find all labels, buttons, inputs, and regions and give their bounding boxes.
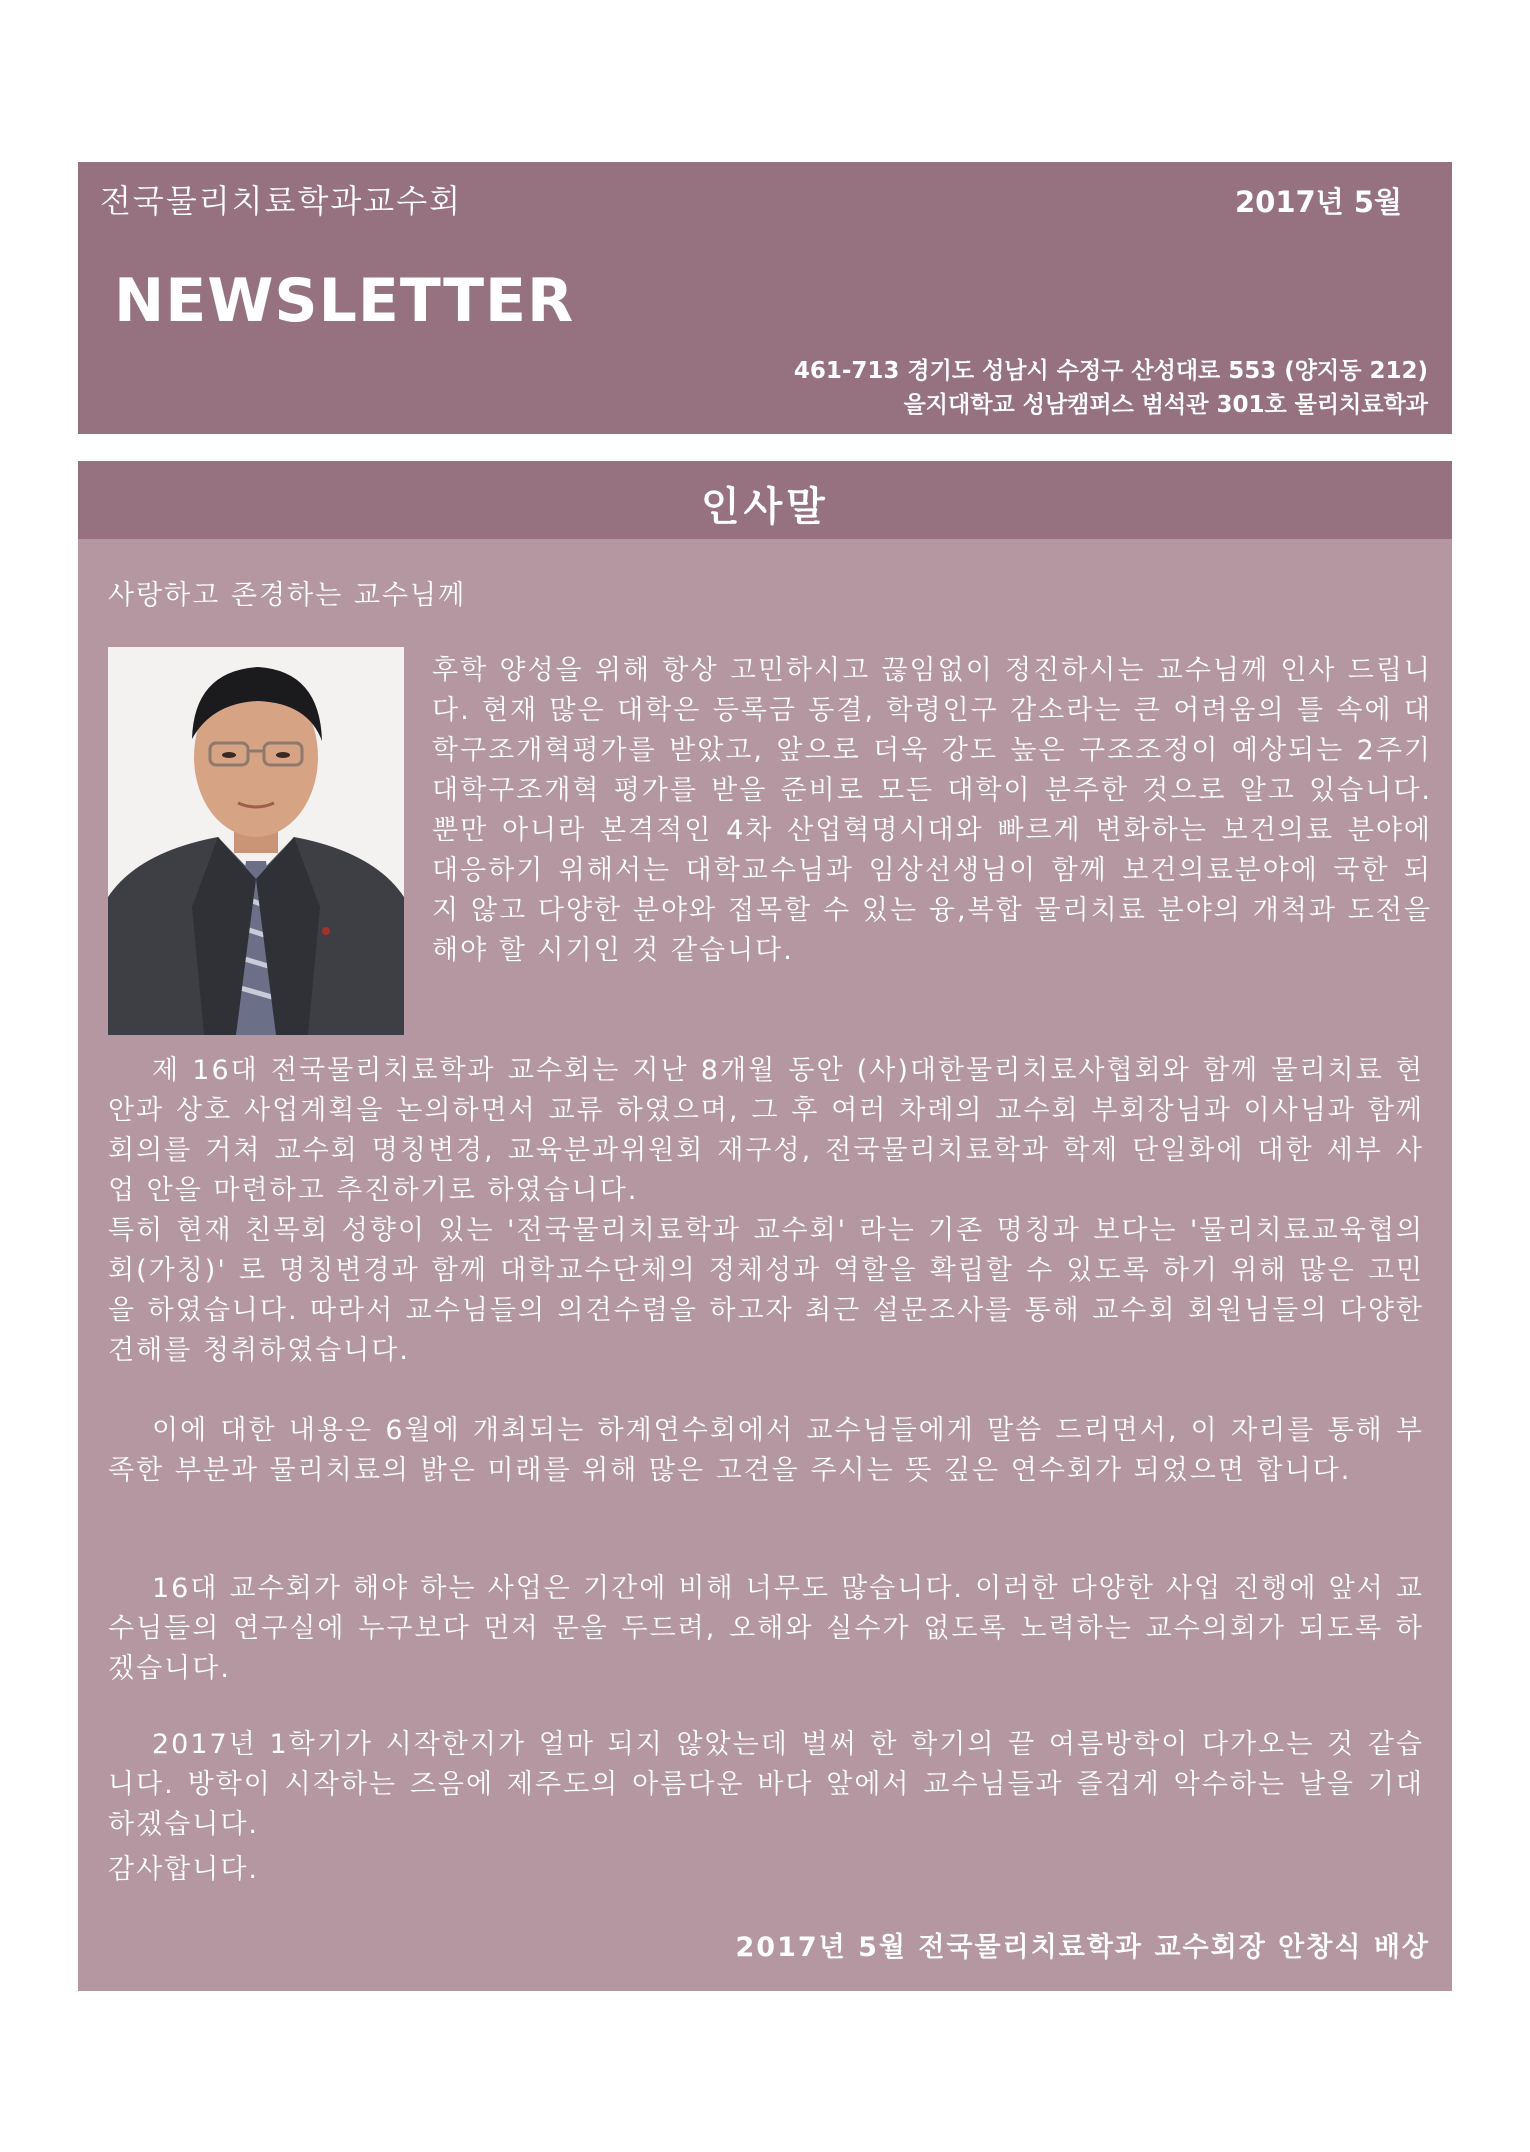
- body-paragraph-3-text: 16대 교수회가 해야 하는 사업은 기간에 비해 너무도 많습니다. 이러한 다양한 사업 진행에 앞서 교수님들의 연구실에 누구보다 먼저 문을 두드려, 오해와 실수가 없도록 노력하는 교수의회가 되도록 하겠습니다.: [108, 1573, 1424, 1684]
- signature-line: 2017년 5월 전국물리치료학과 교수회장 안창식 배상: [735, 1932, 1430, 1963]
- portrait-icon: [108, 647, 404, 1035]
- section-title-bar: [78, 461, 1452, 539]
- body-paragraph-1a-text: 제 16대 전국물리치료학과 교수회는 지난 8개월 동안 (사)대한물리치료사협회와 함께 물리치료 현안과 상호 사업계획을 논의하면서 교류 하였으며, 그 후 여러 차례의 교수회 부회장님과 이사님과 함께 회의를 거쳐 교수회 명칭변경, 교육분과위원회 재구성, 전국물리치료학과 학제 단일화에 대한 세부 사업 안을 마련하고 추진하기로 하였습니다.: [108, 1055, 1424, 1206]
- greeting-section: [78, 461, 1452, 1991]
- organization-name: 전국물리치료학과교수회: [100, 182, 463, 220]
- body-paragraph-1a: [108, 1051, 1424, 1211]
- body-paragraph-2: [108, 1411, 1424, 1491]
- issue-date: 2017년 5월: [1234, 185, 1402, 219]
- body-paragraph-4-text: 2017년 1학기가 시작한지가 얼마 되지 않았는데 벌써 한 학기의 끝 여름방학이 다가오는 것 같습니다. 방학이 시작하는 즈음에 제주도의 아름다운 바다 앞에서 교수님들과 즐겁게 악수하는 날을 기대 하겠습니다.: [108, 1729, 1424, 1840]
- newsletter-header: [78, 162, 1452, 434]
- section-title: 인사말: [701, 484, 829, 530]
- masthead-title: NEWSLETTER: [114, 266, 575, 336]
- body-paragraph-1b: 특히 현재 친목회 성향이 있는 '전국물리치료학과 교수회' 라는 기존 명칭과 보다는 '물리치료교육협의회(가칭)' 로 명칭변경과 함께 대학교수단체의 정체성과 역할을 확립할 수 있도록 하기 위해 많은 고민을 하였습니다. 따라서 교수님들의 의견수렴을 하고자 최근 설문조사를 통해 교수회 회원님들의 다양한 견해를 청취하였습니다.: [108, 1215, 1424, 1366]
- address-line-2: 을지대학교 성남캠퍼스 범석관 301호 물리치료학과: [903, 392, 1428, 418]
- salutation: 사랑하고 존경하는 교수님께: [108, 580, 467, 611]
- body-paragraph-2-text: 이에 대한 내용은 6월에 개최되는 하계연수회에서 교수님들에게 말씀 드리면서, 이 자리를 통해 부족한 부분과 물리치료의 밝은 미래를 위해 많은 고견을 주시는 뜻 깊은 연수회가 되었으면 합니다.: [108, 1415, 1424, 1486]
- body-paragraph-4: [108, 1725, 1424, 1845]
- portrait-photo: [108, 647, 404, 1035]
- address-line-1: 461-713 경기도 성남시 수정구 산성대로 553 (양지동 212): [793, 358, 1428, 384]
- body-paragraph-1: [108, 1051, 1424, 1371]
- intro-paragraph: 후학 양성을 위해 항상 고민하시고 끊임없이 정진하시는 교수님께 인사 드립니다. 현재 많은 대학은 등록금 동결, 학령인구 감소라는 큰 어려움의 틀 속에 대학구조개혁평가를 받았고, 앞으로 더욱 강도 높은 구조조정이 예상되는 2주기 대학구조개혁 평가를 받을 준비로 모든 대학이 분주한 것으로 알고 있습니다. 뿐만 아니라 본격적인 4차 산업혁명시대와 빠르게 변화하는 보건의료 분야에 대응하기 위해서는 대학교수님과 임상선생님이 함께 보건의료분야에 국한 되지 않고 다양한 분야와 접목할 수 있는 융,복합 물리치료 분야의 개척과 도전을 해야 할 시기인 것 같습니다.: [432, 655, 1432, 966]
- closing-line: 감사합니다.: [108, 1854, 259, 1885]
- body-paragraph-3: [108, 1569, 1424, 1689]
- address-block: [794, 354, 1428, 422]
